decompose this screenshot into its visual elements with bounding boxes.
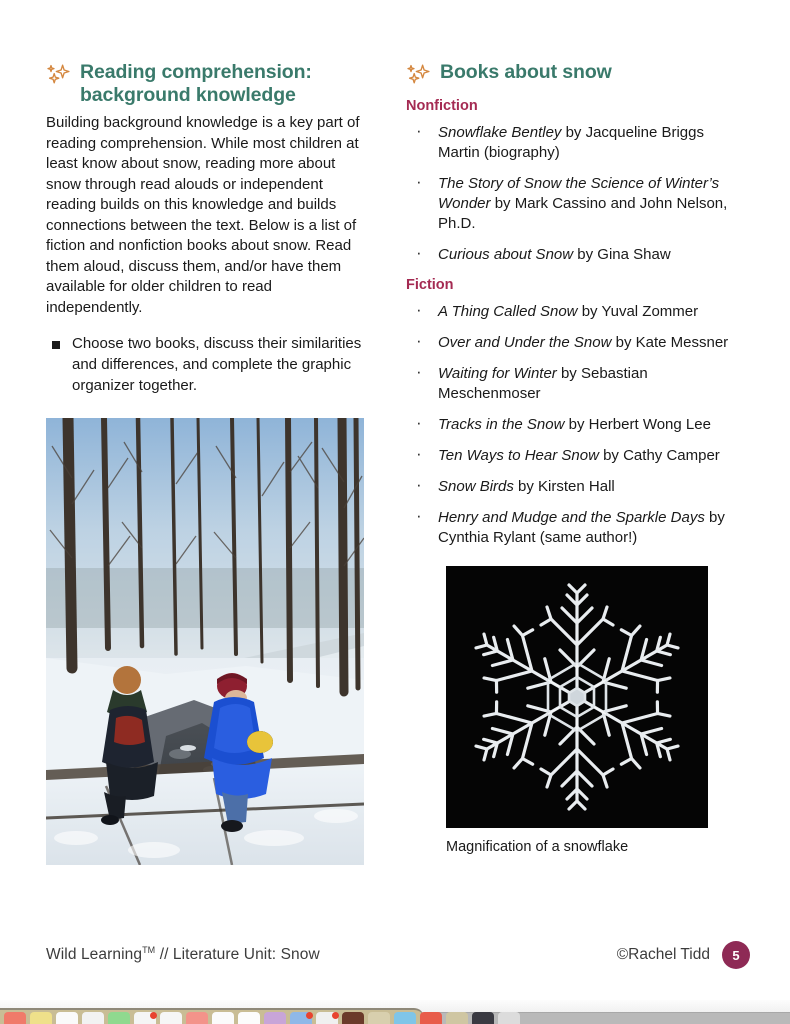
book-title: Tracks in the Snow bbox=[438, 416, 565, 434]
book-title: Waiting for Winter bbox=[438, 365, 557, 383]
list-item bbox=[406, 446, 746, 466]
sparkles-icon bbox=[406, 62, 432, 88]
book-title: Ten Ways to Hear Snow bbox=[438, 447, 599, 465]
snowflake-photo bbox=[446, 566, 708, 828]
dock-icon[interactable] bbox=[264, 1012, 286, 1024]
background-knowledge-paragraph: Building background knowledge is a key part of reading comprehension. While most children at least know about snow, reading more about snow through read alouds or independent reading builds on this knowledge and builds connections between the text. Below is a list of fiction and nonfiction books about snow. Read them aloud, discuss them, and/or have them available for older children to read independently. bbox=[46, 114, 360, 316]
book-author: by Kate Messner bbox=[611, 334, 729, 352]
books-about-snow-heading bbox=[406, 60, 746, 88]
book-title: Henry and Mudge and the Sparkle Days bbox=[438, 508, 705, 526]
list-item bbox=[406, 123, 746, 163]
list-item bbox=[406, 174, 746, 234]
list-item bbox=[406, 477, 746, 497]
dock-icon[interactable] bbox=[498, 1012, 520, 1024]
dock-icon[interactable] bbox=[446, 1012, 468, 1024]
book-title: Curious about Snow bbox=[438, 246, 574, 264]
dock-icon[interactable] bbox=[30, 1012, 52, 1024]
trademark-symbol: TM bbox=[142, 945, 156, 956]
sparkles-icon bbox=[46, 62, 72, 88]
book-title: A Thing Called Snow bbox=[438, 303, 578, 321]
book-title: The Story of Snow the Science of Winter’s Wonder bbox=[438, 175, 720, 213]
dock-icon[interactable] bbox=[472, 1012, 494, 1024]
list-item bbox=[406, 364, 746, 404]
list-item bbox=[406, 333, 746, 353]
book-author: by Kirsten Hall bbox=[513, 478, 615, 496]
winter-stream-photo bbox=[46, 418, 364, 865]
book-author: by Herbert Wong Lee bbox=[564, 416, 711, 434]
desktop-chrome bbox=[0, 1000, 790, 1024]
dock-icon[interactable] bbox=[212, 1012, 234, 1024]
dock-icon[interactable] bbox=[394, 1012, 416, 1024]
dock-icon[interactable] bbox=[134, 1012, 156, 1024]
book-author: by Cynthia Rylant (same author!) bbox=[438, 508, 725, 546]
list-item bbox=[406, 415, 746, 435]
section-title: Books about snow bbox=[440, 61, 612, 83]
list-item bbox=[406, 508, 746, 548]
list-item bbox=[406, 245, 746, 265]
section-title: Reading comprehension: background knowledge bbox=[80, 61, 312, 106]
fiction-book-list bbox=[406, 302, 746, 547]
dock-icon[interactable] bbox=[290, 1012, 312, 1024]
book-author: by Jacqueline Briggs Martin (biography) bbox=[438, 124, 704, 162]
snowflake-caption: Magnification of a snowflake bbox=[446, 838, 629, 855]
list-item bbox=[406, 302, 746, 322]
dock-icon[interactable] bbox=[4, 1012, 26, 1024]
footer-brand-text bbox=[46, 945, 320, 964]
activity-list bbox=[46, 334, 366, 396]
subsection-heading-nonfiction: Nonfiction bbox=[406, 98, 478, 114]
dock-icon[interactable] bbox=[186, 1012, 208, 1024]
dock-icon[interactable] bbox=[368, 1012, 390, 1024]
dock-icon[interactable] bbox=[160, 1012, 182, 1024]
book-title: Snowflake Bentley bbox=[438, 124, 562, 142]
brand-name: Wild Learning bbox=[46, 946, 143, 964]
notification-badge bbox=[332, 1012, 339, 1019]
left-column bbox=[46, 60, 366, 865]
nonfiction-book-list bbox=[406, 123, 746, 265]
macos-dock[interactable] bbox=[0, 1008, 424, 1024]
subsection-heading-fiction: Fiction bbox=[406, 277, 454, 294]
page-number-badge: 5 bbox=[722, 941, 750, 969]
notification-badge bbox=[306, 1012, 313, 1019]
unit-name: // Literature Unit: Snow bbox=[155, 946, 320, 964]
right-column bbox=[406, 60, 746, 865]
list-item: Choose two books, discuss their similarities and differences, and complete the graphic organizer together. bbox=[46, 334, 366, 396]
book-author: by Sebastian Meschenmoser bbox=[438, 365, 648, 403]
copyright-text: ©Rachel Tidd bbox=[616, 946, 710, 963]
footer-right-group bbox=[617, 941, 750, 969]
book-author: by Yuval Zommer bbox=[577, 303, 699, 321]
book-title: Over and Under the Snow bbox=[438, 334, 612, 352]
book-author: by Gina Shaw bbox=[573, 246, 671, 264]
dock-icon[interactable] bbox=[82, 1012, 104, 1024]
dock-icon[interactable] bbox=[342, 1012, 364, 1024]
dock-icon[interactable] bbox=[56, 1012, 78, 1024]
book-author: by Mark Cassino and John Nelson, Ph.D. bbox=[438, 195, 728, 233]
dock-icon[interactable] bbox=[420, 1012, 442, 1024]
two-column-layout bbox=[46, 60, 746, 865]
book-author: by Cathy Camper bbox=[598, 447, 720, 465]
reading-comprehension-heading bbox=[46, 60, 366, 107]
notification-badge bbox=[150, 1012, 157, 1019]
dock-icon[interactable] bbox=[108, 1012, 130, 1024]
dock-icon[interactable] bbox=[316, 1012, 338, 1024]
page-footer bbox=[46, 940, 750, 970]
dock-icon[interactable] bbox=[238, 1012, 260, 1024]
book-title: Snow Birds bbox=[438, 478, 514, 496]
